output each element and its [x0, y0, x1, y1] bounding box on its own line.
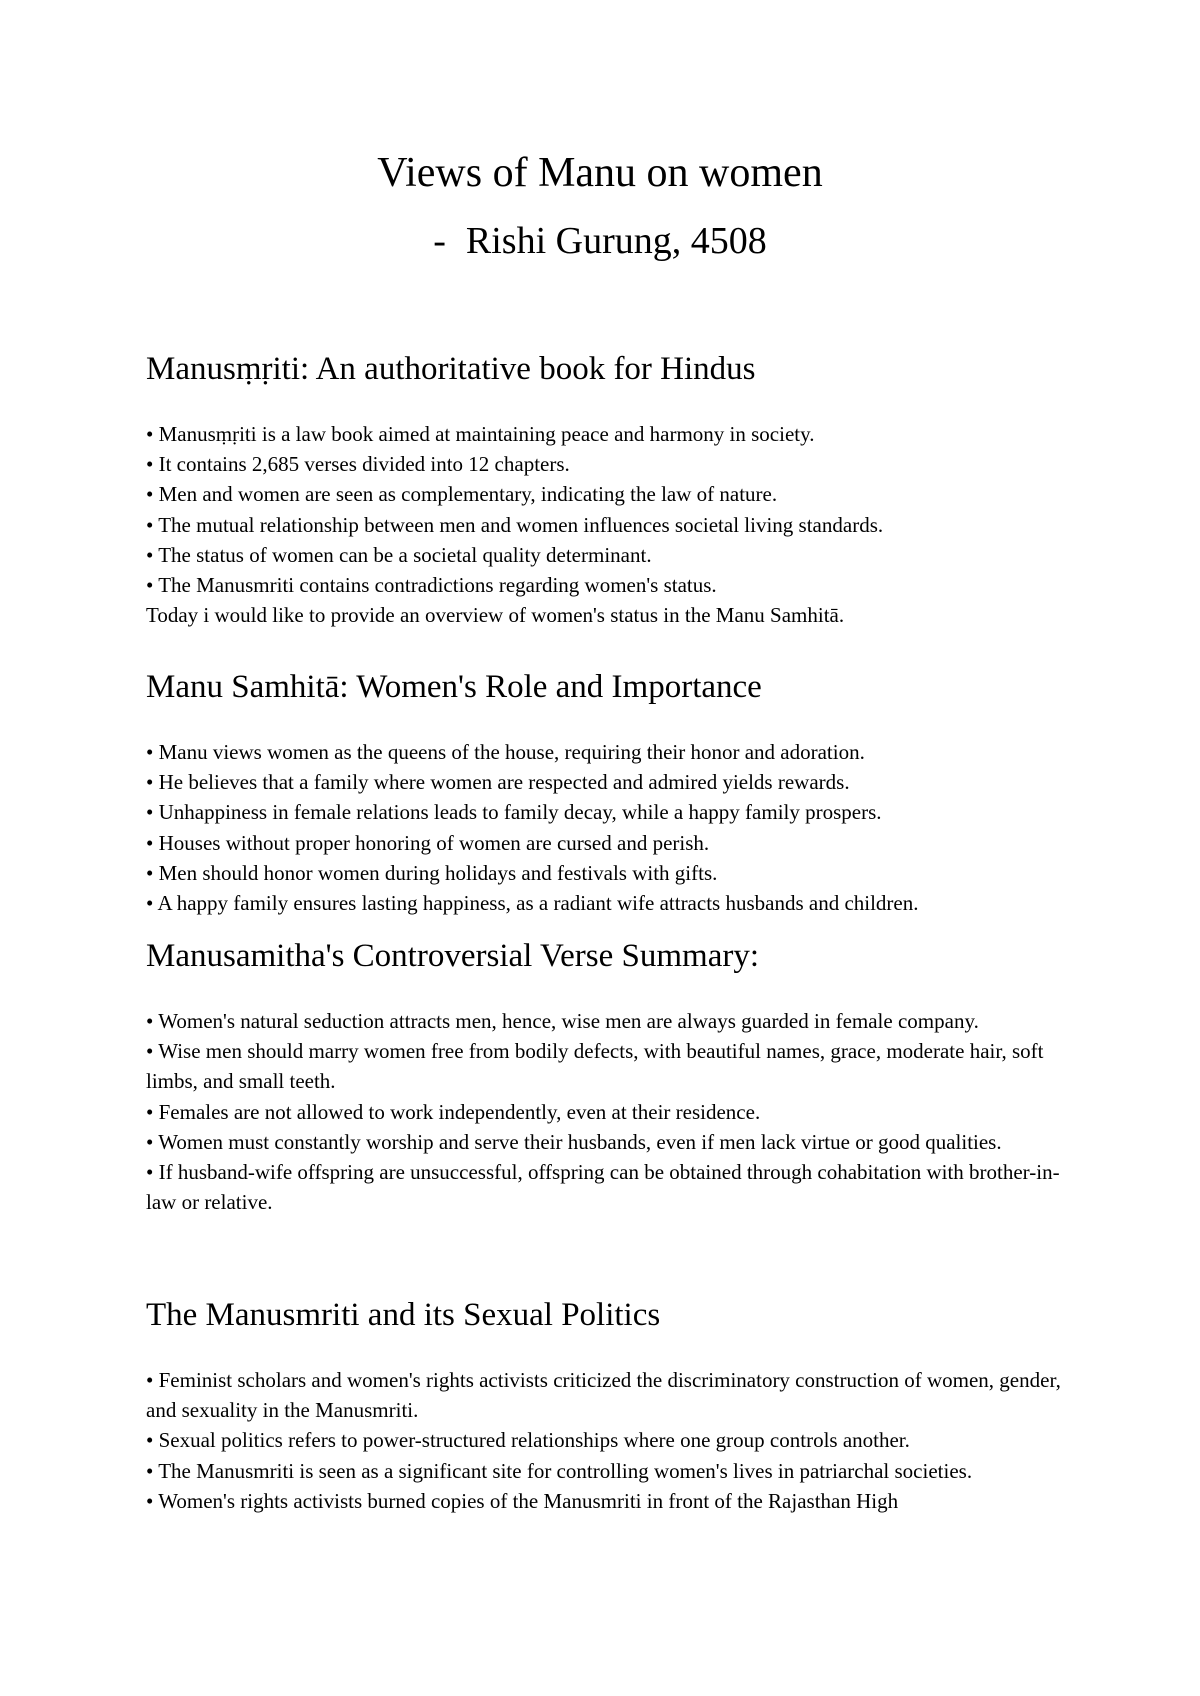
- bullet-icon: •: [146, 800, 154, 825]
- bullet-icon: •: [146, 1129, 154, 1154]
- list-item-text: Females are not allowed to work independently, even at their residence.: [158, 1099, 761, 1124]
- bullet-icon: •: [146, 860, 154, 885]
- list-item-text: Men and women are seen as complementary, indicating the law of nature.: [158, 482, 778, 507]
- section-heading: Manu Samhitā: Women's Role and Importance: [146, 669, 762, 705]
- bullet-icon: •: [146, 482, 154, 507]
- section-heading: Manusṃṛiti: An authoritative book for Hindus: [146, 351, 756, 387]
- list-item: [146, 1097, 1066, 1127]
- closing-paragraph: Today i would like to provide an overview of women's status in the Manu Samhitā.: [146, 603, 845, 628]
- list-item-text: Manusṃṛiti is a law book aimed at maintaining peace and harmony in society.: [158, 422, 815, 446]
- author-name: Rishi Gurung, 4508: [465, 220, 767, 262]
- bullet-icon: •: [146, 452, 154, 477]
- bullet-icon: •: [146, 891, 154, 916]
- list-item: [146, 1425, 1066, 1455]
- list-item: [146, 419, 1066, 449]
- list-item-text: Men should honor women during holidays and festivals with gifts.: [158, 860, 718, 885]
- bullet-icon: •: [146, 422, 154, 446]
- list-item-text: The status of women can be a societal quality determinant.: [158, 542, 652, 567]
- section-heading: The Manusmriti and its Sexual Politics: [146, 1297, 661, 1333]
- section-sexual-politics: [146, 1295, 1066, 1516]
- list-item: [146, 1157, 1066, 1217]
- bullet-icon: •: [146, 740, 154, 764]
- bullet-icon: •: [146, 512, 154, 537]
- bullet-list: [146, 1365, 1066, 1516]
- list-item-text: It contains 2,685 verses divided into 12 chapters.: [158, 452, 570, 477]
- list-item-text: The Manusmriti is seen as a significant site for controlling women's lives in patriarchal societies.: [158, 1458, 973, 1483]
- list-item-text: Women's natural seduction attracts men, hence, wise men are always guarded in female company.: [158, 1009, 979, 1033]
- list-item: [146, 540, 1066, 570]
- list-item: [146, 1006, 1066, 1036]
- bullet-icon: •: [146, 542, 154, 567]
- bullet-icon: •: [146, 1488, 154, 1513]
- list-item: [146, 737, 1066, 767]
- list-item: [146, 828, 1066, 858]
- bullet-icon: •: [146, 573, 154, 598]
- bullet-icon: •: [146, 1458, 154, 1483]
- list-item: [146, 888, 1066, 918]
- list-item: [146, 1486, 1066, 1516]
- list-item: [146, 479, 1066, 509]
- list-item: [146, 510, 1066, 540]
- bullet-list: [146, 419, 1066, 600]
- section-womens-role: [146, 667, 1066, 918]
- list-item-text: Women must constantly worship and serve their husbands, even if men lack virtue or good qualities.: [158, 1129, 1002, 1154]
- list-item-text: Wise men should marry women free from bodily defects, with beautiful names, grace, moderate hair, soft limbs, and small teeth.: [146, 1039, 1044, 1094]
- list-item: [146, 449, 1066, 479]
- list-item-text: Houses without proper honoring of women are cursed and perish.: [158, 830, 710, 855]
- section-controversial-verses: [146, 936, 1066, 1217]
- list-item: [146, 1365, 1066, 1425]
- bullet-icon: •: [146, 1160, 154, 1185]
- section-manusmriti-authoritative: [146, 349, 1066, 630]
- bullet-list: [146, 737, 1066, 918]
- list-item: [146, 797, 1066, 827]
- bullet-icon: •: [146, 1368, 154, 1392]
- list-item-text: Unhappiness in female relations leads to family decay, while a happy family prospers.: [158, 800, 882, 825]
- list-item: [146, 858, 1066, 888]
- list-item-text: Women's rights activists burned copies of the Manusmriti in front of the Rajasthan High: [158, 1488, 899, 1513]
- list-item-text: If husband-wife offspring are unsuccessful, offspring can be obtained through cohabitation with brother-in-law or relative.: [146, 1160, 1060, 1215]
- bullet-list: [146, 1006, 1066, 1217]
- list-item: [146, 1127, 1066, 1157]
- section-heading: Manusamitha's Controversial Verse Summary:: [146, 938, 759, 974]
- author-line: [0, 218, 1200, 264]
- list-item-text: Feminist scholars and women's rights activists criticized the discriminatory construction of women, gender, and sexuality in the Manusmriti.: [146, 1368, 1061, 1423]
- list-item: [146, 1036, 1066, 1096]
- list-item: [146, 767, 1066, 797]
- list-item-text: A happy family ensures lasting happiness, as a radiant wife attracts husbands and children.: [157, 891, 919, 916]
- list-item: [146, 1456, 1066, 1486]
- author-dash: -: [433, 220, 446, 262]
- list-item-text: The Manusmriti contains contradictions regarding women's status.: [158, 573, 717, 598]
- bullet-icon: •: [146, 1099, 154, 1124]
- bullet-icon: •: [146, 1039, 154, 1064]
- bullet-icon: •: [146, 830, 154, 855]
- list-item-text: Sexual politics refers to power-structured relationships where one group controls another.: [158, 1428, 910, 1453]
- bullet-icon: •: [146, 770, 154, 795]
- document-title: Views of Manu on women: [377, 150, 823, 196]
- list-item-text: Manu views women as the queens of the house, requiring their honor and adoration.: [158, 740, 865, 764]
- bullet-icon: •: [146, 1428, 154, 1453]
- list-item: [146, 570, 1066, 600]
- bullet-icon: •: [146, 1009, 154, 1033]
- list-item-text: He believes that a family where women are respected and admired yields rewards.: [158, 770, 850, 795]
- list-item-text: The mutual relationship between men and women influences societal living standards.: [158, 512, 884, 537]
